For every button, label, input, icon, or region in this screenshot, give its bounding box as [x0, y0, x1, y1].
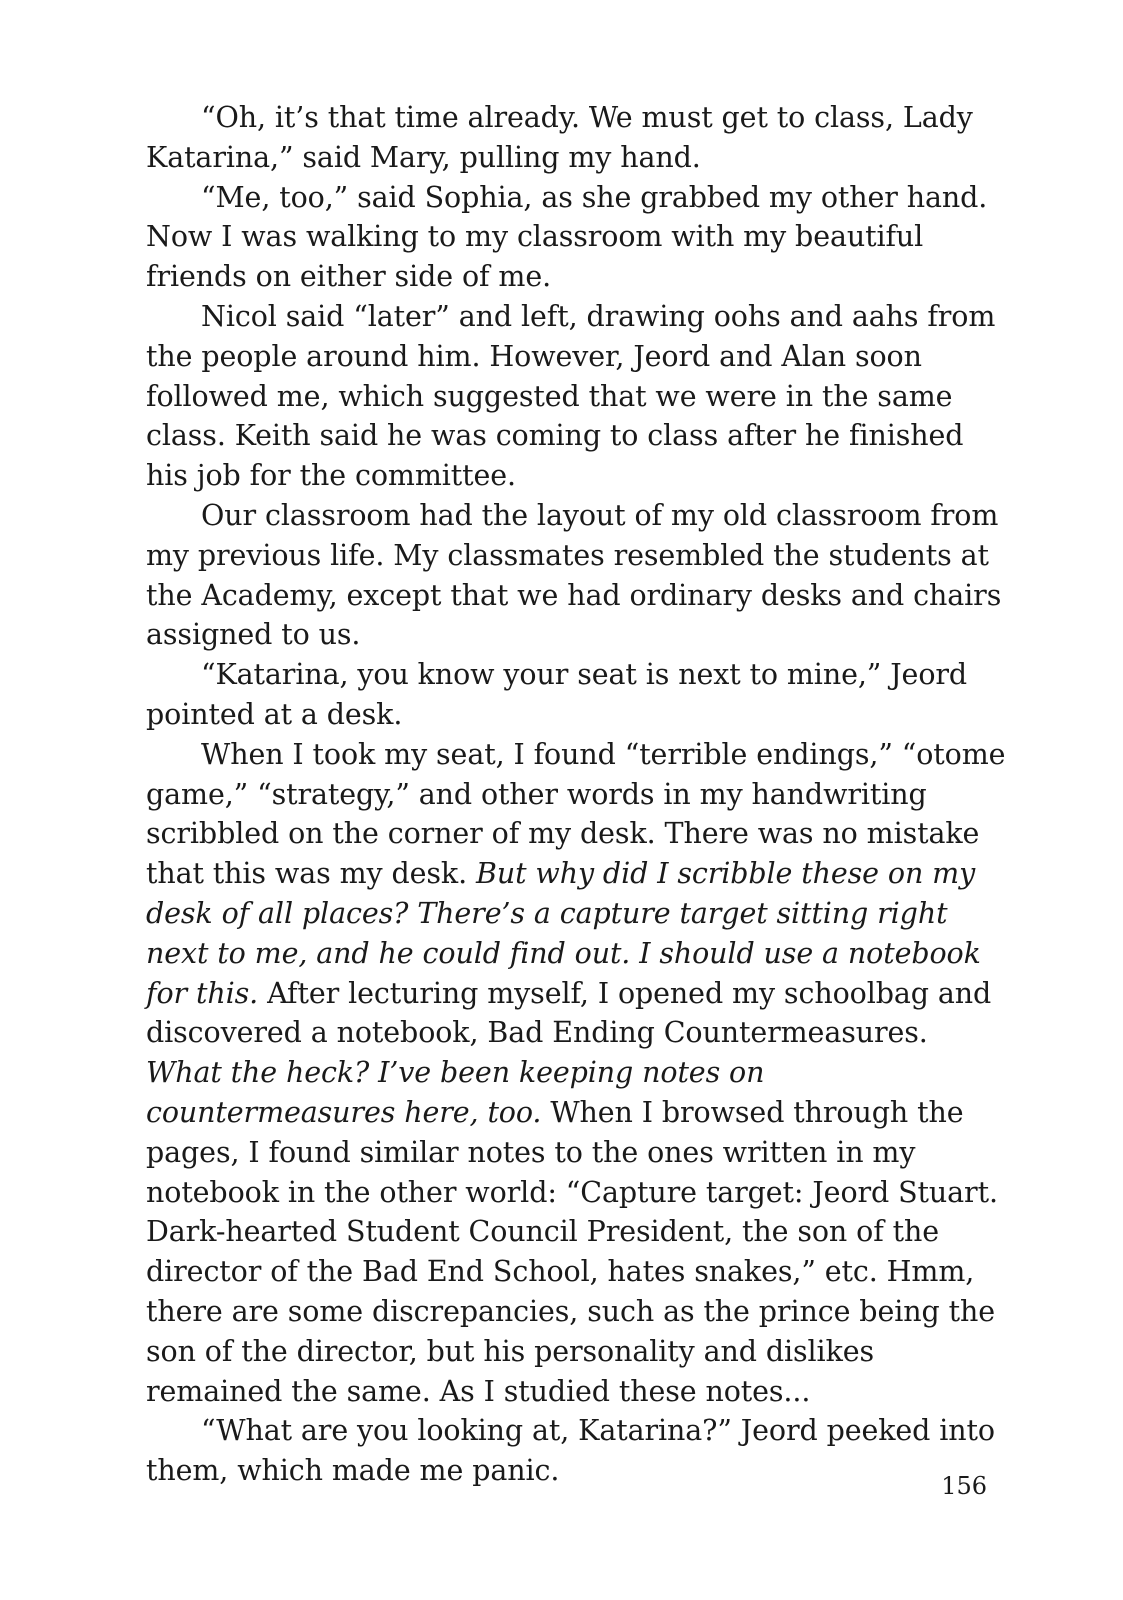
paragraph-1-text: “Oh, it’s that time already. We must get to class, Lady Katarina,” said Mary, pulling my hand. [146, 101, 973, 174]
paragraph-5 [146, 655, 1006, 735]
paragraph-4 [146, 496, 1006, 655]
paragraph-6-text-c: When I browsed through the pages, I found similar notes to the ones written in my notebook in the other world: “Capture target: Jeord Stuart. Dark-hearted Student Council President, the son of the director of the Bad End School, hates snakes,” etc. Hmm, there are some discrepancies, such as the prince being the son of the director, but his personality and dislikes remained the same. As I studied these notes... [146, 1095, 998, 1408]
paragraph-6 [146, 735, 1006, 1412]
paragraph-6-italic-thought-a: But why did I scribble these on my desk of all places? There’s a capture target sitting right next to me, and he could find out. I should use a notebook for this. [146, 857, 981, 1010]
paragraph-6-text-a: When I took my seat, I found “terrible endings,” “otome game,” “strategy,” and other words in my handwriting scribbled on the corner of my desk. There was no mistake that this was my desk. [146, 737, 1006, 891]
paragraph-7 [146, 1411, 1006, 1491]
page-body [146, 98, 1006, 1491]
paragraph-1 [146, 98, 1006, 178]
paragraph-6-italic-thought-b: What the heck? I’ve been keeping notes on countermeasures here, too. [146, 1056, 765, 1129]
page-number: 156 [941, 1472, 987, 1500]
paragraph-6-text-b: After lecturing myself, I opened my schoolbag and discovered a notebook, Bad Ending Countermeasures. [146, 976, 992, 1050]
paragraph-7-text: “What are you looking at, Katarina?” Jeord peeked into them, which made me panic. [146, 1414, 995, 1488]
paragraph-3-text: Nicol said “later” and left, drawing oohs and aahs from the people around him. However, Jeord and Alan soon followed me, which suggested that we were in the same class. Keith said he was coming to class after he finished his job for the committee. [146, 299, 996, 493]
paragraph-2 [146, 178, 1006, 297]
paragraph-2-text: “Me, too,” said Sophia, as she grabbed my other hand. Now I was walking to my classroom with my beautiful friends on either side of me. [146, 180, 988, 294]
paragraph-4-text: Our classroom had the layout of my old classroom from my previous life. My classmates resembled the students at the Academy, except that we had ordinary desks and chairs assigned to us. [146, 498, 1002, 652]
paragraph-5-text: “Katarina, you know your seat is next to mine,” Jeord pointed at a desk. [146, 658, 968, 731]
paragraph-3 [146, 297, 1006, 496]
